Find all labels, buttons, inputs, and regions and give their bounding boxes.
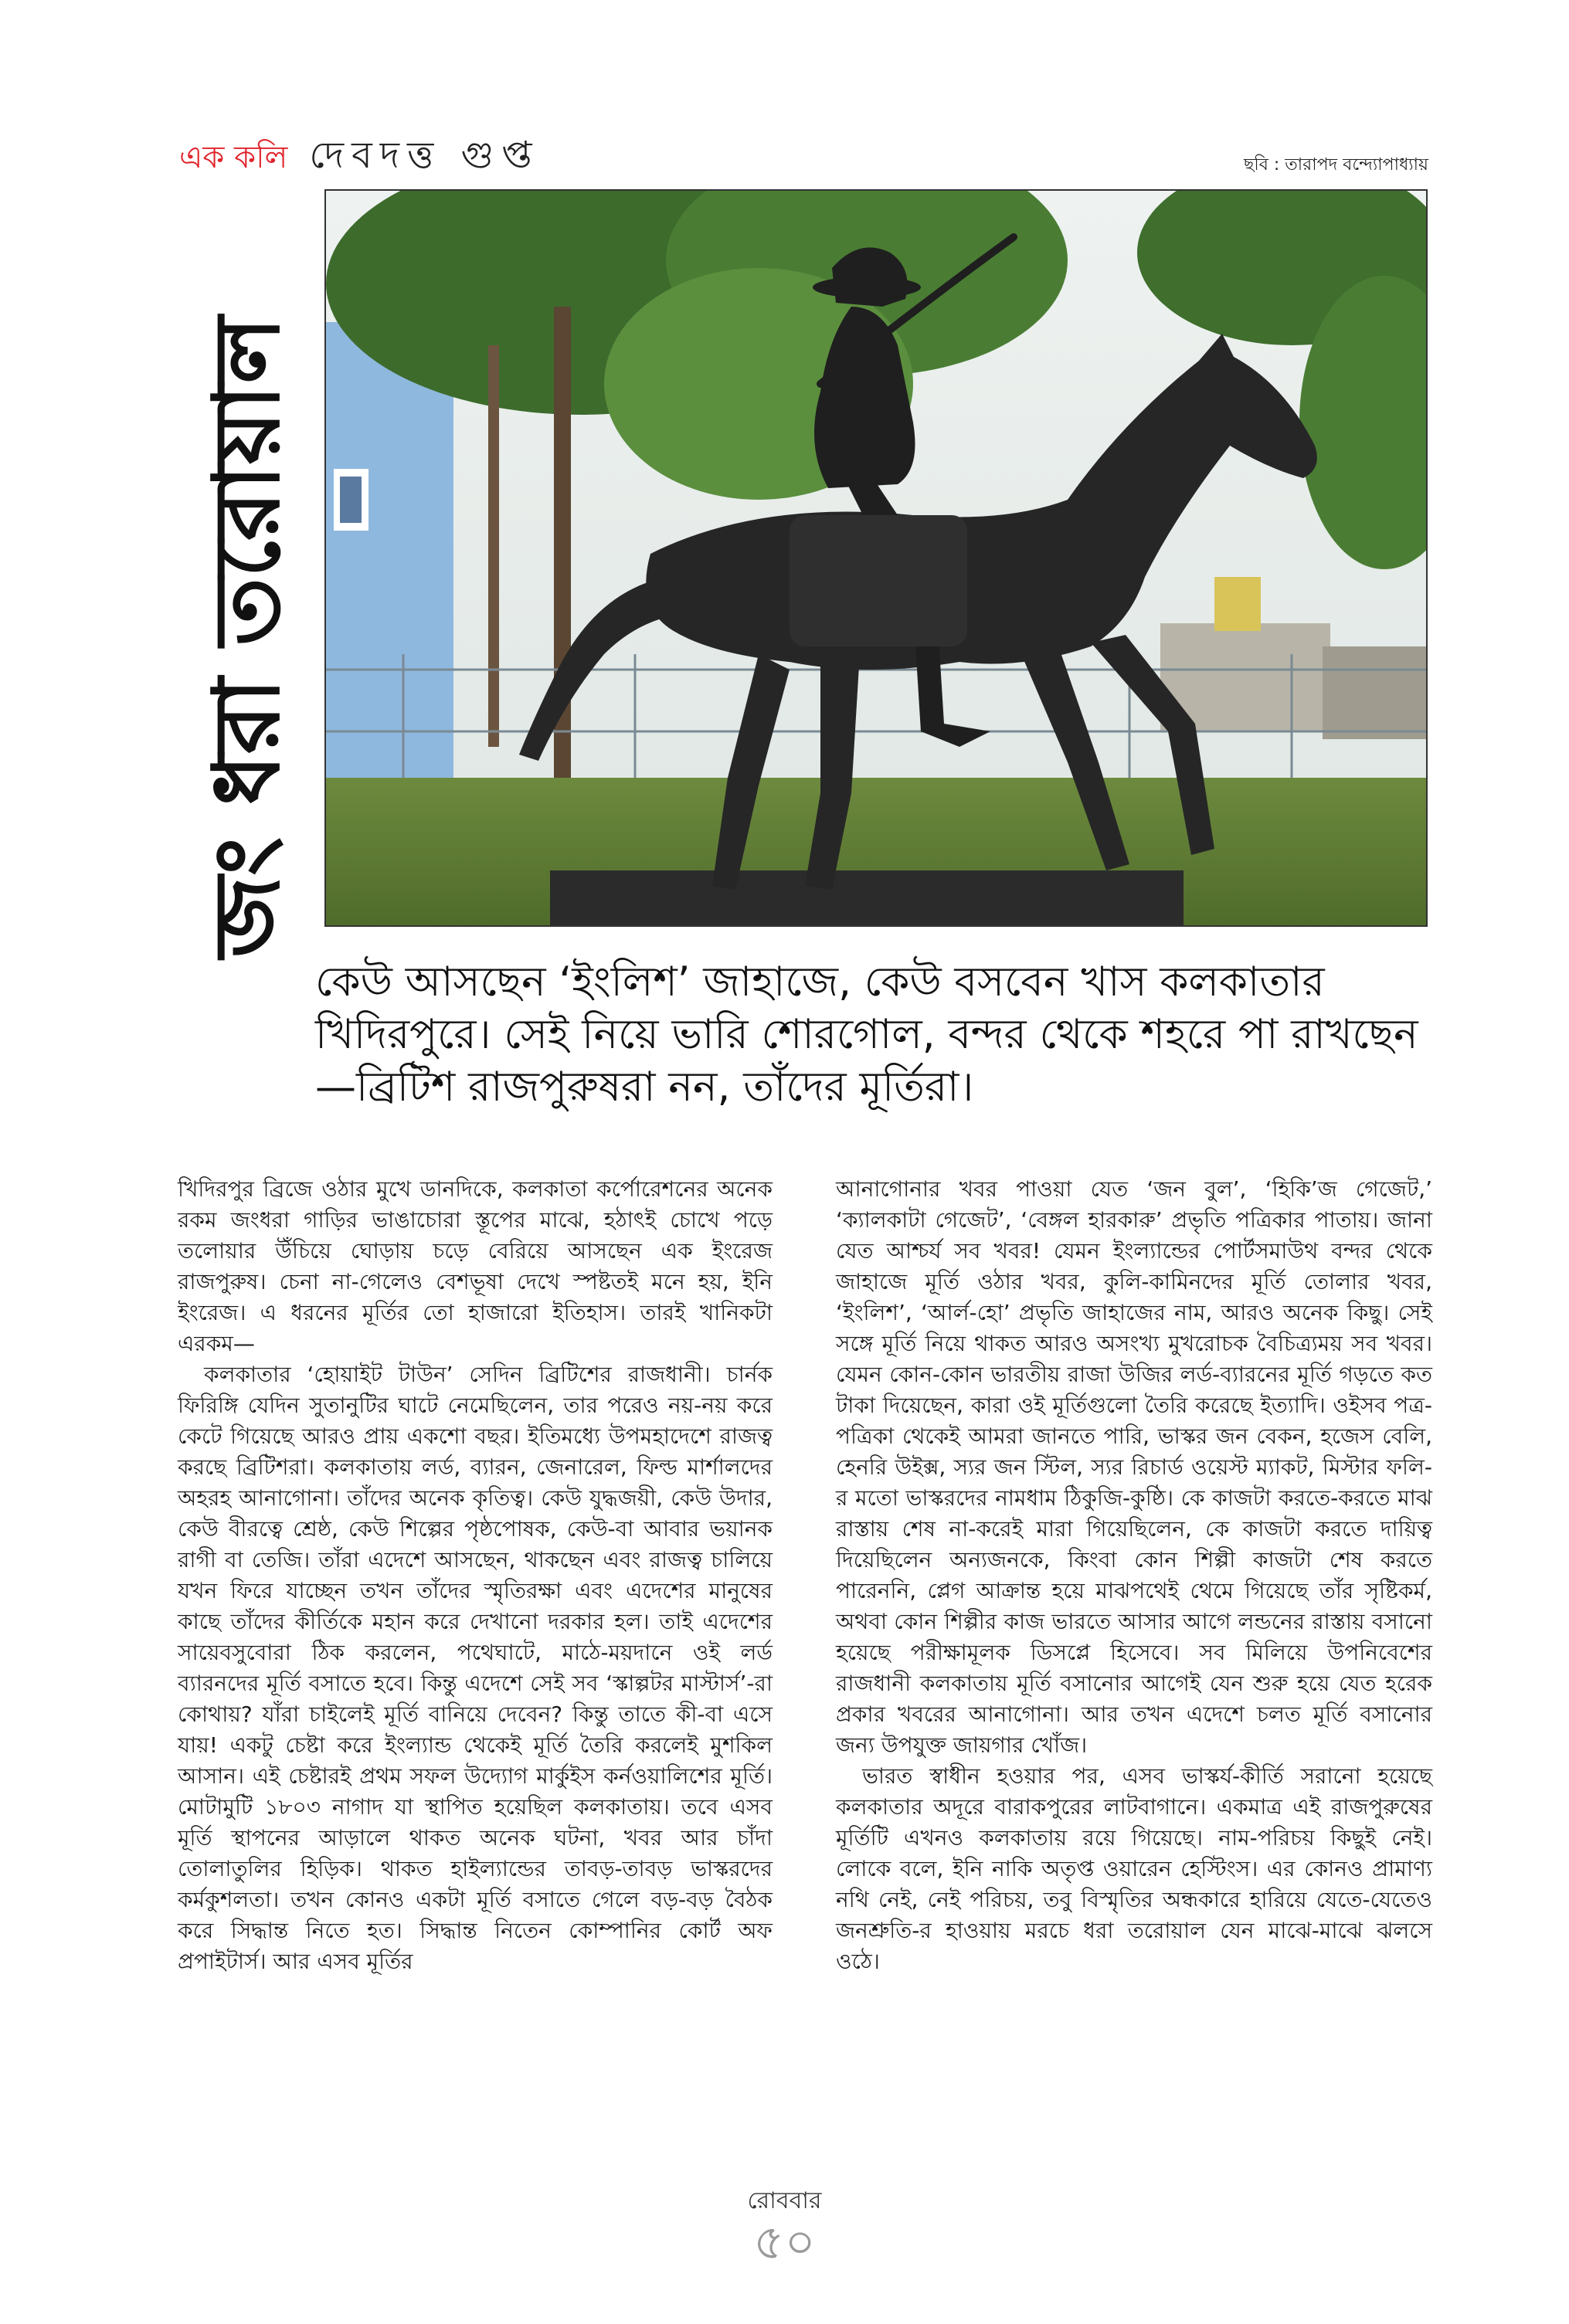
paragraph: ভারত স্বাধীন হওয়ার পর, এসব ভাস্কর্য-কীর্তি সরানো হয়েছে কলকাতার অদূরে বারাকপুরের লাটবাগানে। একমাত্র এই রাজপুরুষের মূর্তিটি এখনও কলকাতায় রয়ে গিয়েছে। নাম-পরিচয় কিছুই নেই। লোকে বলে, ইনি নাকি অতৃপ্ত ওয়ারেন হেস্টিংস। এর কোনও প্রামাণ্য নথি নেই, নেই পরিচয়, তবু বিস্মৃতির অন্ধকারে হারিয়ে যেতে-যেতেও জনশ্রুতি-র হাওয়ায় মরচে ধরা তরোয়াল যেন মাঝে-মাঝে ঝলসে ওঠে।	[836, 1763, 1432, 1974]
article-column-right	[836, 1174, 1432, 1977]
magazine-name: রোববার	[747, 2187, 822, 2214]
author-name: দেবদত্ত গুপ্ত	[309, 134, 540, 177]
article-header	[179, 127, 540, 182]
equestrian-statue-photo	[324, 189, 1428, 927]
paragraph: আনাগোনার খবর পাওয়া যেত ‘জন বুল’, ‘হিকি’জ গেজেট,’ ‘ক্যালকাটা গেজেট’, ‘বেঙ্গল হারকারু’ প্রভৃতি পত্রিকার পাতায়। জানা যেত আশ্চর্য সব খবর! যেমন ইংল্যান্ডের পোর্টসমাউথ বন্দর থেকে জাহাজে মূর্তি ওঠার খবর, কুলি-কামিনদের মূর্তি তোলার খবর, ‘ইংলিশ’, ‘আর্ল-হো’ প্রভৃতি জাহাজের নাম, আরও অনেক কিছু। সেই সঙ্গে মূর্তি নিয়ে থাকত আরও অসংখ্য মুখরোচক বৈচিত্র্যময় সব খবর। যেমন কোন-কোন ভারতীয় রাজা উজির লর্ড-ব্যারনের মূর্তি গড়তে কত টাকা দিয়েছেন, কারা ওই মূর্তিগুলো তৈরি করেছে ইত্যাদি। ওইসব পত্র-পত্রিকা থেকেই আমরা জানতে পারি, ভাস্কর জন বেকন, হজেস বেলি, হেনরি উইক্স, স্যর জন স্টিল, স্যর রিচার্ড ওয়েস্ট ম্যাকট, মিস্টার ফলি-র মতো ভাস্করদের নামধাম ঠিকুজি-কুষ্ঠি। কে কাজটা করতে-করতে মাঝ রাস্তায় শেষ না-করেই মারা গিয়েছিলেন, কে কাজটা করতে দায়িত্ব দিয়েছিলেন অন্যজনকে, কিংবা কোন শিল্পী কাজটা শেষ করতে পারেননি, প্লেগ আক্রান্ত হয়ে মাঝপথেই থেমে গিয়েছে তাঁর সৃষ্টিকর্ম, অথবা কোন শিল্পীর কাজ ভারতে আসার আগে লন্ডনের রাস্তায় বসানো হয়েছে পরীক্ষামূলক ডিসপ্লে হিসেবে। সব মিলিয়ে উপনিবেশের রাজধানী কলকাতায় মূর্তি বসানোর আগেই যেন শুরু হয়ে যেত হরেক প্রকার খবরের আনাগোনা। আর তখন এদেশে চলত মূর্তি বসানোর জন্য উপযুক্ত জায়গার খোঁজ।	[836, 1176, 1432, 1758]
article-deck: কেউ আসছেন ‘ইংলিশ’ জাহাজে, কেউ বসবেন খাস কলকাতার খিদিরপুরে। সেই নিয়ে ভারি শোরগোল, বন্দর থেকে শহরে পা রাখছেন—ব্রিটিশ রাজপুরুষরা নন, তাঁদের মূর্তিরা।	[315, 958, 1418, 1111]
article-title: জং ধরা তরোয়াল	[193, 316, 300, 958]
photo-credit: ছবি : তারাপদ বন্দ্যোপাধ্যায়	[1244, 155, 1428, 175]
article-column-left	[178, 1174, 773, 1977]
paragraph: কলকাতার ‘হোয়াইট টাউন’ সেদিন ব্রিটিশের রাজধানী। চার্নক ফিরিঙ্গি যেদিন সুতানুটির ঘাটে নেমেছিলেন, তার পরেও নয়-নয় করে কেটে গিয়েছে আরও প্রায় একশো বছর। ইতিমধ্যে উপমহাদেশে রাজত্ব করছে ব্রিটিশরা। কলকাতায় লর্ড, ব্যারন, জেনারেল, ফিল্ড মার্শালদের অহরহ আনাগোনা। তাঁদের অনেক কৃতিত্ব। কেউ যুদ্ধজয়ী, কেউ উদার, কেউ বীরত্বে শ্রেষ্ঠ, কেউ শিল্পের পৃষ্ঠপোষক, কেউ-বা আবার ভয়ানক রাগী বা তেজি। তাঁরা এদেশে আসছেন, থাকছেন এবং রাজত্ব চালিয়ে যখন ফিরে যাচ্ছেন তখন তাঁদের স্মৃতিরক্ষা এবং এদেশের মানুষের কাছে তাঁদের কীর্তিকে মহান করে দেখানো দরকার হল। তাই এদেশের সায়েবসুবোরা ঠিক করলেন, পথেঘাটে, মাঠে-ময়দানে ওই লর্ড ব্যারনদের মূর্তি বসাতে হবে। কিন্তু এদেশে সেই সব ‘স্কাল্পটর মাস্টার্স’-রা কোথায়? যাঁরা চাইলেই মূর্তি বানিয়ে দেবেন? কিন্তু তাতে কী-বা এসে যায়! একটু চেষ্টা করে ইংল্যান্ড থেকেই মূর্তি তৈরি করলেই মুশকিল আসান। এই চেষ্টারই প্রথম সফল উদ্যোগ মার্কুইস কর্নওয়ালিশের মূর্তি। মোটামুটি ১৮০৩ নাগাদ যা স্থাপিত হয়েছিল কলকাতায়। তবে এসব মূর্তি স্থাপনের আড়ালে থাকত অনেক ঘটনা, খবর আর চাঁদা তোলাতুলির হিড়িক। থাকত হাইল্যান্ডের তাবড়-তাবড় ভাস্করদের কর্মকুশলতা। তখন কোনও একটা মূর্তি বসাতে গেলে বড়-বড় বৈঠক করে সিদ্ধান্ত নিতে হত। সিদ্ধান্ত নিতেন কোম্পানির কোর্ট অফ প্রপাইটার্স। আর এসব মূর্তির	[178, 1362, 773, 1974]
series-name: এক কলি	[179, 140, 288, 175]
page-number: ৫০	[753, 2214, 816, 2270]
paragraph: খিদিরপুর ব্রিজে ওঠার মুখে ডানদিকে, কলকাতা কর্পোরেশনের অনেক রকম জংধরা গাড়ির ভাঙাচোরা স্তূপের মাঝে, হঠাৎই চোখে পড়ে তলোয়ার উঁচিয়ে ঘোড়ায় চড়ে বেরিয়ে আসছেন এক ইংরেজ রাজপুরুষ। চেনা না-গেলেও বেশভূষা দেখে স্পষ্টতই মনে হয়, ইনি ইংরেজ। এ ধরনের মূর্তির তো হাজারো ইতিহাস। তারই খানিকটা এরকম—	[178, 1176, 773, 1356]
